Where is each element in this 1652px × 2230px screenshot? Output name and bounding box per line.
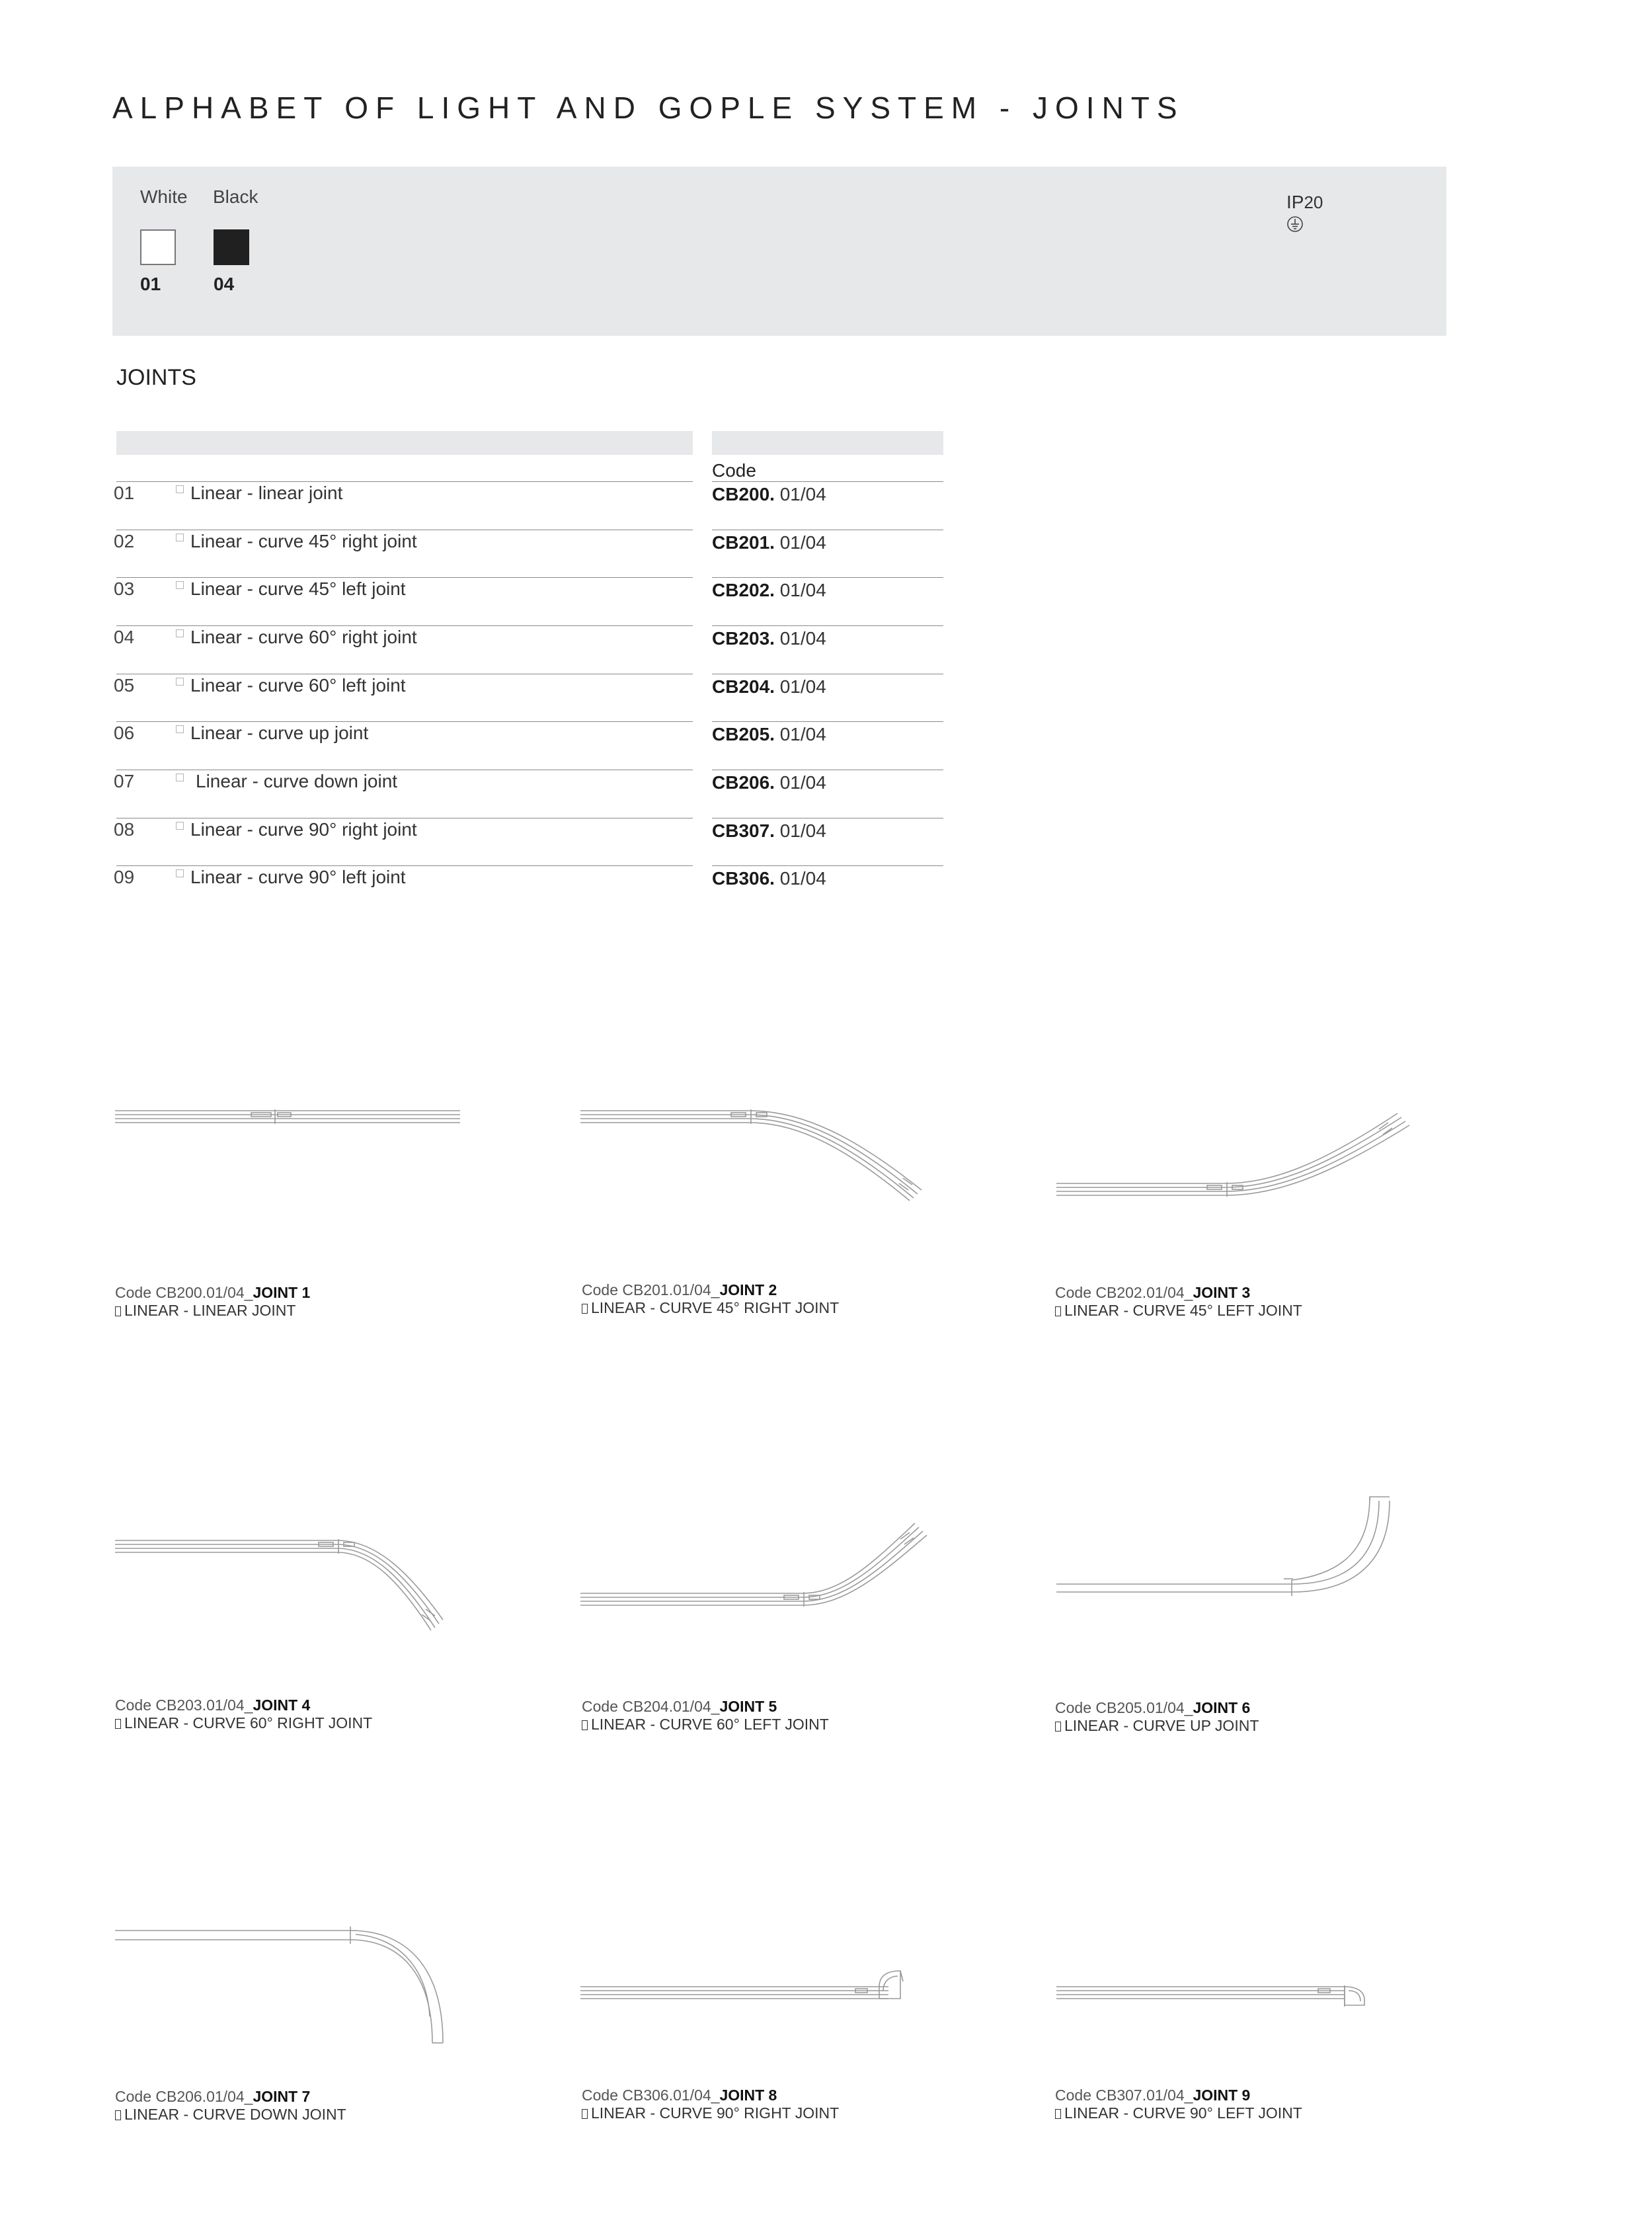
row-checkbox xyxy=(176,534,184,541)
caption-code: Code CB204.01/04_ xyxy=(582,1698,720,1715)
row-number: 02 xyxy=(114,531,135,551)
curve-60-left-icon xyxy=(578,1521,935,1633)
caption-name-line xyxy=(115,1714,372,1732)
caption-box-icon xyxy=(582,1304,588,1314)
caption-box-icon xyxy=(115,1306,121,1316)
product-code: CB307. xyxy=(712,820,775,841)
caption-name-line xyxy=(1055,1302,1302,1320)
finish-band xyxy=(112,167,1446,336)
row-code xyxy=(712,676,826,697)
caption-name-line xyxy=(1055,2104,1302,2122)
caption-name: LINEAR - CURVE UP JOINT xyxy=(1064,1717,1259,1734)
caption-code-line xyxy=(1055,1284,1302,1302)
row-checkbox xyxy=(176,581,184,589)
caption-name: LINEAR - LINEAR JOINT xyxy=(124,1302,296,1319)
product-caption xyxy=(115,2088,346,2124)
caption-code: Code CB200.01/04_ xyxy=(115,1284,253,1301)
caption-code-line xyxy=(115,1696,372,1714)
finish-codes: 01/04 xyxy=(779,580,826,600)
row-code xyxy=(712,580,826,601)
row-number: 05 xyxy=(114,675,135,696)
row-description: Linear - curve up joint xyxy=(190,723,369,743)
product-code: CB206. xyxy=(712,772,775,793)
ip-rating xyxy=(1286,192,1323,213)
row-description: Linear - linear joint xyxy=(190,483,343,503)
product-caption xyxy=(1055,1699,1259,1735)
finish-codes: 01/04 xyxy=(779,772,826,793)
code-rule xyxy=(712,721,943,722)
caption-joint: JOINT 4 xyxy=(253,1696,311,1714)
finish-codes: 01/04 xyxy=(779,724,826,744)
row-code xyxy=(712,820,826,842)
caption-name-line xyxy=(115,2106,346,2124)
table-header-bar xyxy=(116,431,693,455)
caption-joint: JOINT 8 xyxy=(719,2087,777,2104)
caption-name-line xyxy=(115,1302,310,1320)
row-code xyxy=(712,772,826,793)
caption-joint: JOINT 2 xyxy=(719,1281,777,1298)
code-header-bar xyxy=(712,431,943,455)
row-description: Linear - curve 90° right joint xyxy=(190,819,417,840)
finish-label-white: White xyxy=(140,186,188,207)
caption-name: LINEAR - CURVE 90° LEFT JOINT xyxy=(1064,2104,1302,2122)
caption-joint: JOINT 1 xyxy=(253,1284,311,1301)
page-title: ALPHABET OF LIGHT AND GOPLE SYSTEM - JOINTS xyxy=(112,91,1185,125)
table-rule xyxy=(116,721,693,722)
product-code: CB201. xyxy=(712,532,775,553)
curve-down-icon xyxy=(112,1917,469,2050)
table-rule xyxy=(116,625,693,626)
finish-codes: 01/04 xyxy=(779,820,826,841)
caption-name-line xyxy=(582,1299,839,1317)
finish-codes: 01/04 xyxy=(779,532,826,553)
row-code xyxy=(712,868,826,889)
caption-code: Code CB202.01/04_ xyxy=(1055,1284,1193,1301)
caption-joint: JOINT 3 xyxy=(1193,1284,1251,1301)
table-rule xyxy=(116,865,693,866)
curve-up-icon xyxy=(1054,1494,1411,1607)
ip-value: 20 xyxy=(1304,192,1323,212)
caption-box-icon xyxy=(1055,2109,1061,2119)
row-checkbox xyxy=(176,725,184,733)
section-title: JOINTS xyxy=(116,365,196,390)
caption-code: Code CB206.01/04_ xyxy=(115,2088,253,2105)
row-number: 07 xyxy=(114,771,135,791)
row-description: Linear - curve down joint xyxy=(196,771,398,791)
row-checkbox xyxy=(176,678,184,686)
row-description: Linear - curve 60° left joint xyxy=(190,675,406,696)
caption-code-line xyxy=(115,2088,346,2106)
code-rule xyxy=(712,577,943,578)
product-caption xyxy=(1055,1284,1302,1320)
product-code: CB205. xyxy=(712,724,775,744)
caption-box-icon xyxy=(582,2109,588,2119)
caption-name: LINEAR - CURVE 90° RIGHT JOINT xyxy=(591,2104,840,2122)
code-rule xyxy=(712,625,943,626)
product-code: CB203. xyxy=(712,628,775,649)
caption-box-icon xyxy=(1055,1306,1061,1316)
linear-icon xyxy=(112,1097,469,1137)
caption-box-icon xyxy=(115,1719,121,1729)
row-checkbox xyxy=(176,629,184,637)
ip-prefix: IP xyxy=(1286,192,1304,212)
product-caption xyxy=(582,1281,839,1317)
caption-name-line xyxy=(1055,1717,1259,1735)
row-description: Linear - curve 45° right joint xyxy=(190,531,417,551)
caption-name-line xyxy=(582,1716,829,1733)
finish-codes: 01/04 xyxy=(779,628,826,649)
row-checkbox xyxy=(176,485,184,493)
row-checkbox xyxy=(176,869,184,877)
table-rule xyxy=(116,577,693,578)
caption-code-line xyxy=(1055,2087,1302,2104)
ground-icon xyxy=(1286,216,1304,233)
caption-code-line xyxy=(582,2087,839,2104)
row-code xyxy=(712,628,826,649)
row-checkbox xyxy=(176,822,184,830)
curve-90-left-icon xyxy=(1054,1973,1384,2020)
curve-90-right-icon xyxy=(578,1967,922,2013)
finish-code-black: 04 xyxy=(214,274,235,294)
caption-name-line xyxy=(582,2104,839,2122)
product-caption xyxy=(115,1284,310,1320)
caption-code-line xyxy=(1055,1699,1259,1717)
row-description: Linear - curve 90° left joint xyxy=(190,867,406,887)
finish-label-black: Black xyxy=(213,186,258,207)
product-code: CB200. xyxy=(712,484,775,504)
caption-code-line xyxy=(115,1284,310,1302)
caption-code: Code CB201.01/04_ xyxy=(582,1281,720,1298)
black-swatch xyxy=(214,229,249,265)
caption-box-icon xyxy=(1055,1722,1061,1732)
row-description: Linear - curve 45° left joint xyxy=(190,578,406,599)
caption-code: Code CB306.01/04_ xyxy=(582,2087,720,2104)
curve-45-right-icon xyxy=(578,1097,935,1203)
caption-joint: JOINT 5 xyxy=(719,1698,777,1715)
product-caption xyxy=(115,1696,372,1732)
product-code: CB202. xyxy=(712,580,775,600)
code-column-header: Code xyxy=(712,460,756,481)
finish-codes: 01/04 xyxy=(779,868,826,889)
caption-name: LINEAR - CURVE DOWN JOINT xyxy=(124,2106,346,2123)
product-code: CB306. xyxy=(712,868,775,889)
table-rule xyxy=(116,481,693,482)
finish-code-white: 01 xyxy=(140,274,161,294)
caption-name: LINEAR - CURVE 60° RIGHT JOINT xyxy=(124,1714,373,1732)
caption-code: Code CB307.01/04_ xyxy=(1055,2087,1193,2104)
row-checkbox xyxy=(176,774,184,781)
caption-code-line xyxy=(582,1698,829,1716)
product-caption xyxy=(582,1698,829,1733)
row-number: 04 xyxy=(114,627,135,647)
caption-name: LINEAR - CURVE 45° LEFT JOINT xyxy=(1064,1302,1302,1319)
row-number: 08 xyxy=(114,819,135,840)
curve-60-right-icon xyxy=(112,1527,469,1633)
caption-name: LINEAR - CURVE 45° RIGHT JOINT xyxy=(591,1299,840,1316)
row-number: 03 xyxy=(114,578,135,599)
caption-box-icon xyxy=(115,2110,121,2120)
caption-code: Code CB203.01/04_ xyxy=(115,1696,253,1714)
caption-code: Code CB205.01/04_ xyxy=(1055,1699,1193,1716)
caption-box-icon xyxy=(582,1720,588,1730)
finish-codes: 01/04 xyxy=(779,676,826,697)
row-number: 01 xyxy=(114,483,135,503)
row-number: 06 xyxy=(114,723,135,743)
row-description: Linear - curve 60° right joint xyxy=(190,627,417,647)
white-swatch xyxy=(140,229,176,265)
caption-joint: JOINT 7 xyxy=(253,2088,311,2105)
product-caption xyxy=(1055,2087,1302,2122)
row-code xyxy=(712,484,826,505)
finish-codes: 01/04 xyxy=(779,484,826,504)
code-rule xyxy=(712,865,943,866)
caption-code-line xyxy=(582,1281,839,1299)
product-code: CB204. xyxy=(712,676,775,697)
row-code xyxy=(712,532,826,553)
code-rule xyxy=(712,481,943,482)
product-caption xyxy=(582,2087,839,2122)
caption-name: LINEAR - CURVE 60° LEFT JOINT xyxy=(591,1716,829,1733)
row-number: 09 xyxy=(114,867,135,887)
caption-joint: JOINT 9 xyxy=(1193,2087,1251,2104)
caption-joint: JOINT 6 xyxy=(1193,1699,1251,1716)
curve-45-left-icon xyxy=(1054,1111,1411,1216)
row-code xyxy=(712,724,826,745)
